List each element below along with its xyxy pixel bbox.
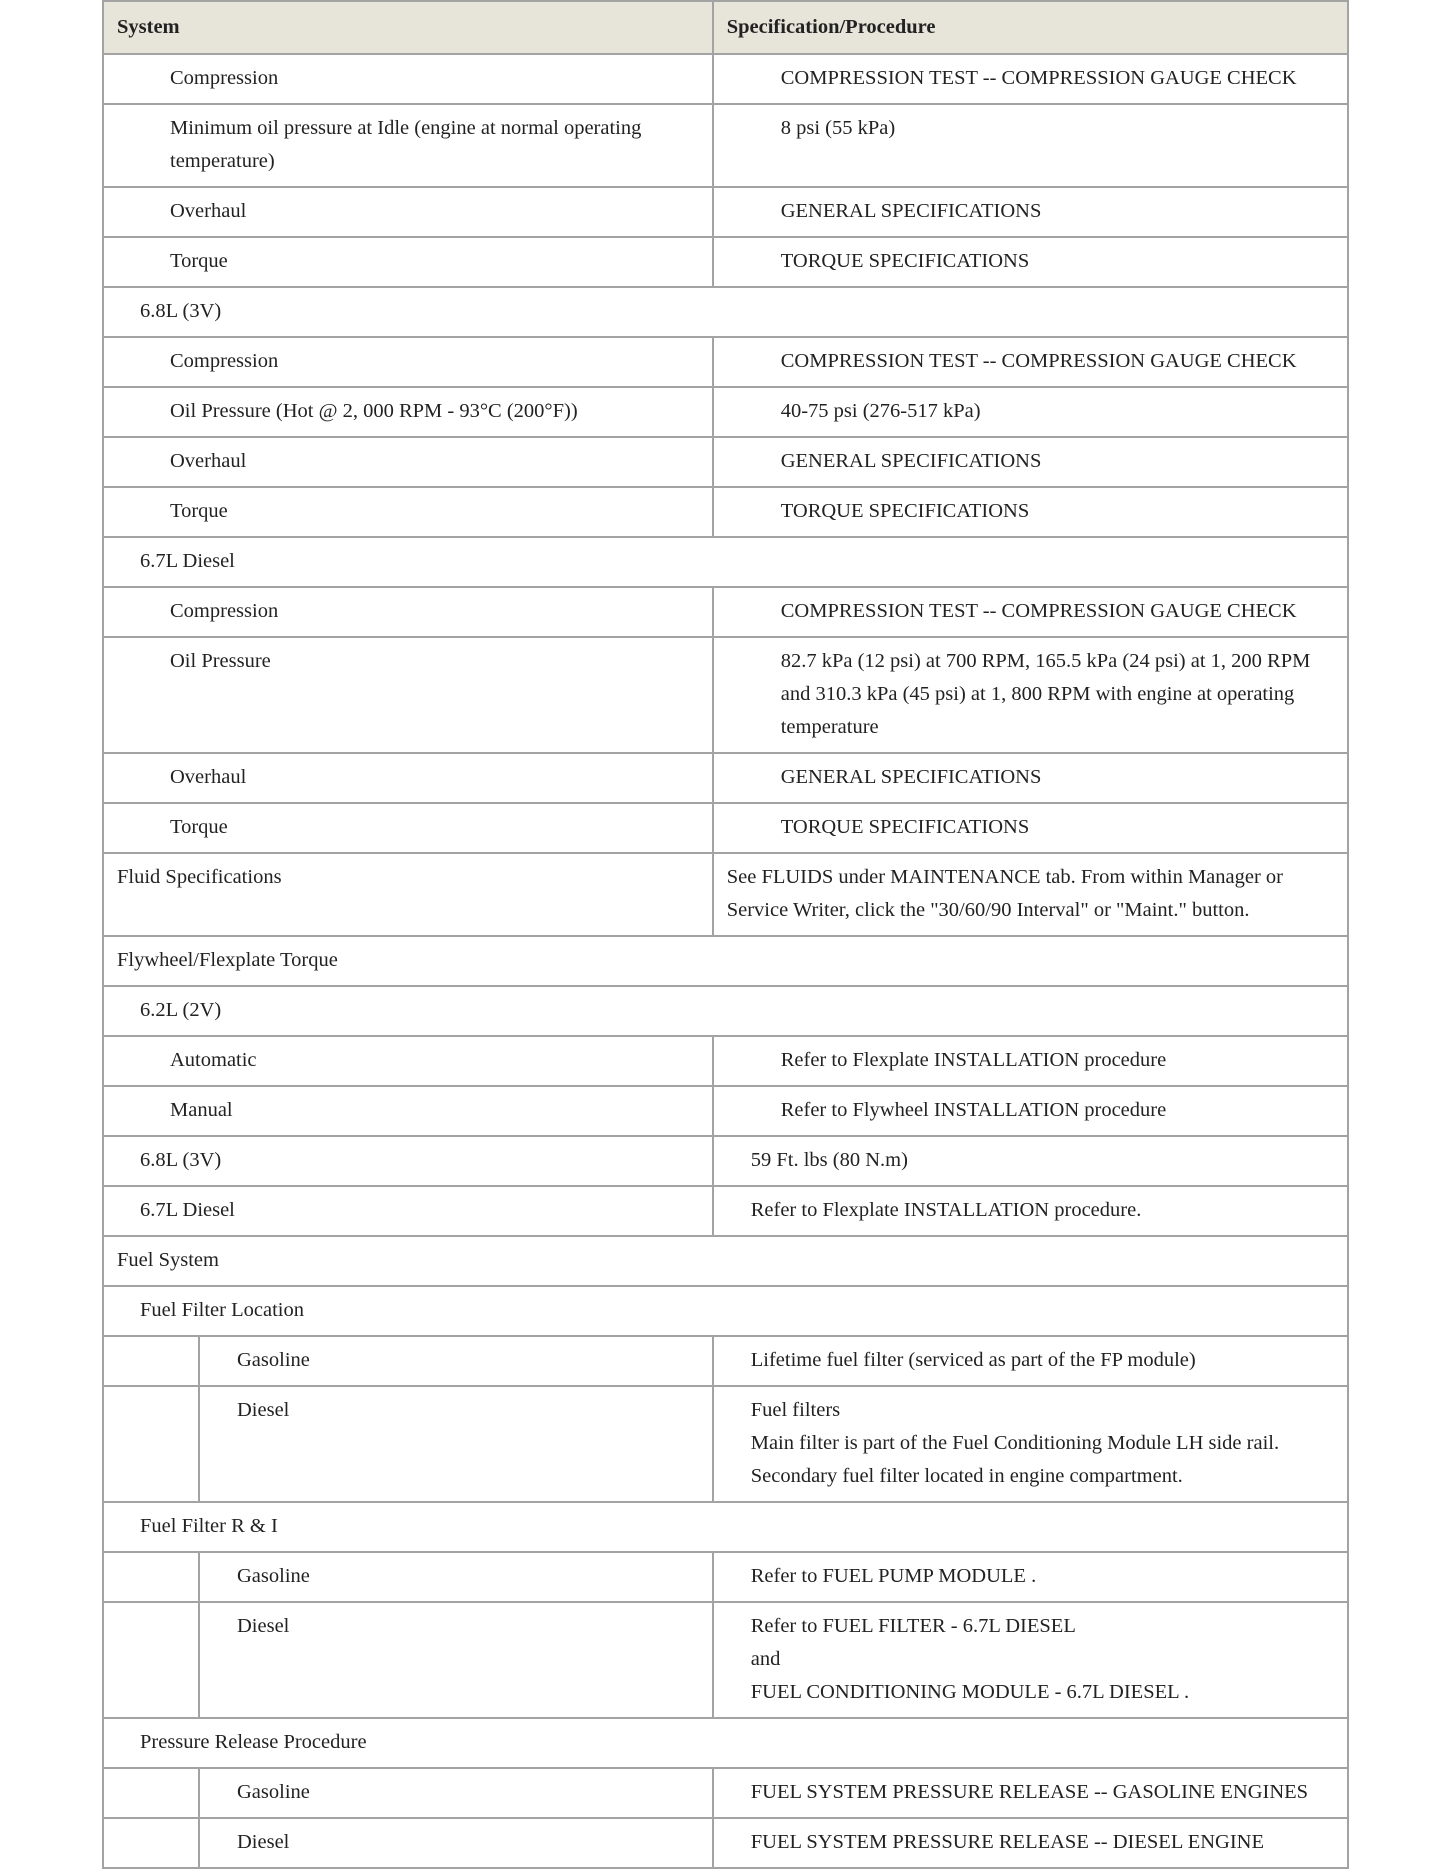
table-row: [103, 1768, 1348, 1818]
indent-cell: [103, 1818, 199, 1868]
table-row: [103, 1186, 1348, 1236]
table-row: [103, 187, 1348, 237]
table-row: [103, 237, 1348, 287]
system-cell: Gasoline: [199, 1336, 713, 1386]
spec-cell: Lifetime fuel filter (serviced as part of the FP module): [713, 1336, 1348, 1386]
system-cell: Manual: [103, 1086, 713, 1136]
spec-cell: GENERAL SPECIFICATIONS: [713, 753, 1348, 803]
system-cell: Torque: [103, 237, 713, 287]
table-row: [103, 437, 1348, 487]
system-cell: Compression: [103, 337, 713, 387]
system-cell: Overhaul: [103, 753, 713, 803]
system-cell: Diesel: [199, 1386, 713, 1502]
header-row: [103, 1, 1348, 54]
indent-cell: [103, 1768, 199, 1818]
section-row: [103, 986, 1348, 1036]
section-heading: Flywheel/Flexplate Torque: [103, 936, 1348, 986]
spec-cell: Refer to Flexplate INSTALLATION procedure: [713, 1036, 1348, 1086]
spec-cell: See FLUIDS under MAINTENANCE tab. From within Manager or Service Writer, click the "30/60/90 Interval" or "Maint." button.: [713, 853, 1348, 936]
system-cell: Overhaul: [103, 187, 713, 237]
system-cell: Fluid Specifications: [103, 853, 713, 936]
system-cell: 6.8L (3V): [103, 1136, 713, 1186]
table-row: [103, 337, 1348, 387]
indent-cell: [103, 1386, 199, 1502]
system-cell: Oil Pressure (Hot @ 2, 000 RPM - 93°C (200°F)): [103, 387, 713, 437]
system-cell: Diesel: [199, 1602, 713, 1718]
spec-cell: FUEL SYSTEM PRESSURE RELEASE -- DIESEL ENGINE: [713, 1818, 1348, 1868]
system-cell: Automatic: [103, 1036, 713, 1086]
subsection-heading: Pressure Release Procedure: [103, 1718, 1348, 1768]
section-row: [103, 1236, 1348, 1286]
spec-cell: GENERAL SPECIFICATIONS: [713, 187, 1348, 237]
table-row: [103, 1036, 1348, 1086]
system-cell: Torque: [103, 803, 713, 853]
system-cell: Gasoline: [199, 1552, 713, 1602]
engine-heading: 6.7L Diesel: [103, 537, 1348, 587]
system-cell: Gasoline: [199, 1768, 713, 1818]
subsection-heading: Fuel Filter Location: [103, 1286, 1348, 1336]
section-row: [103, 936, 1348, 986]
engine-heading: 6.2L (2V): [103, 986, 1348, 1036]
table-row: [103, 104, 1348, 187]
system-cell: 6.7L Diesel: [103, 1186, 713, 1236]
indent-cell: [103, 1336, 199, 1386]
spec-cell: COMPRESSION TEST -- COMPRESSION GAUGE CHECK: [713, 54, 1348, 104]
spec-cell: TORQUE SPECIFICATIONS: [713, 237, 1348, 287]
system-cell: Oil Pressure: [103, 637, 713, 753]
spec-cell: Refer to FUEL PUMP MODULE .: [713, 1552, 1348, 1602]
table-row: [103, 637, 1348, 753]
spec-cell: Refer to FUEL FILTER - 6.7L DIESEL and FUEL CONDITIONING MODULE - 6.7L DIESEL .: [713, 1602, 1348, 1718]
spec-cell: TORQUE SPECIFICATIONS: [713, 487, 1348, 537]
table-row: [103, 1386, 1348, 1502]
system-cell: Overhaul: [103, 437, 713, 487]
system-cell: Diesel: [199, 1818, 713, 1868]
spec-cell: Refer to Flexplate INSTALLATION procedure.: [713, 1186, 1348, 1236]
indent-cell: [103, 1552, 199, 1602]
table-row: [103, 853, 1348, 936]
system-cell: Compression: [103, 587, 713, 637]
indent-cell: [103, 1602, 199, 1718]
section-row: [103, 1718, 1348, 1768]
table-row: [103, 487, 1348, 537]
spec-cell: GENERAL SPECIFICATIONS: [713, 437, 1348, 487]
section-row: [103, 287, 1348, 337]
table-row: [103, 803, 1348, 853]
section-row: [103, 537, 1348, 587]
spec-cell: COMPRESSION TEST -- COMPRESSION GAUGE CHECK: [713, 587, 1348, 637]
spec-cell: 59 Ft. lbs (80 N.m): [713, 1136, 1348, 1186]
table-row: [103, 387, 1348, 437]
table-row: [103, 587, 1348, 637]
header-system: System: [103, 1, 713, 54]
engine-heading: 6.8L (3V): [103, 287, 1348, 337]
specifications-table: [102, 0, 1349, 1869]
system-cell: Torque: [103, 487, 713, 537]
subsection-heading: Fuel Filter R & I: [103, 1502, 1348, 1552]
spec-cell: 8 psi (55 kPa): [713, 104, 1348, 187]
table-row: [103, 1086, 1348, 1136]
table-row: [103, 1602, 1348, 1718]
table-row: [103, 54, 1348, 104]
table-row: [103, 1818, 1348, 1868]
table-row: [103, 753, 1348, 803]
system-cell: Minimum oil pressure at Idle (engine at normal operating temperature): [103, 104, 713, 187]
spec-cell: Fuel filters Main filter is part of the Fuel Conditioning Module LH side rail. Secondary fuel filter located in engine compartment.: [713, 1386, 1348, 1502]
section-row: [103, 1286, 1348, 1336]
spec-cell: Refer to Flywheel INSTALLATION procedure: [713, 1086, 1348, 1136]
table-row: [103, 1136, 1348, 1186]
table-row: [103, 1336, 1348, 1386]
header-specification: Specification/Procedure: [713, 1, 1348, 54]
section-heading: Fuel System: [103, 1236, 1348, 1286]
spec-cell: COMPRESSION TEST -- COMPRESSION GAUGE CHECK: [713, 337, 1348, 387]
spec-cell: TORQUE SPECIFICATIONS: [713, 803, 1348, 853]
spec-cell: FUEL SYSTEM PRESSURE RELEASE -- GASOLINE ENGINES: [713, 1768, 1348, 1818]
table-row: [103, 1552, 1348, 1602]
system-cell: Compression: [103, 54, 713, 104]
spec-cell: 40-75 psi (276-517 kPa): [713, 387, 1348, 437]
section-row: [103, 1502, 1348, 1552]
spec-cell: 82.7 kPa (12 psi) at 700 RPM, 165.5 kPa (24 psi) at 1, 200 RPM and 310.3 kPa (45 psi) at 1, 800 RPM with engine at operating temperature: [713, 637, 1348, 753]
